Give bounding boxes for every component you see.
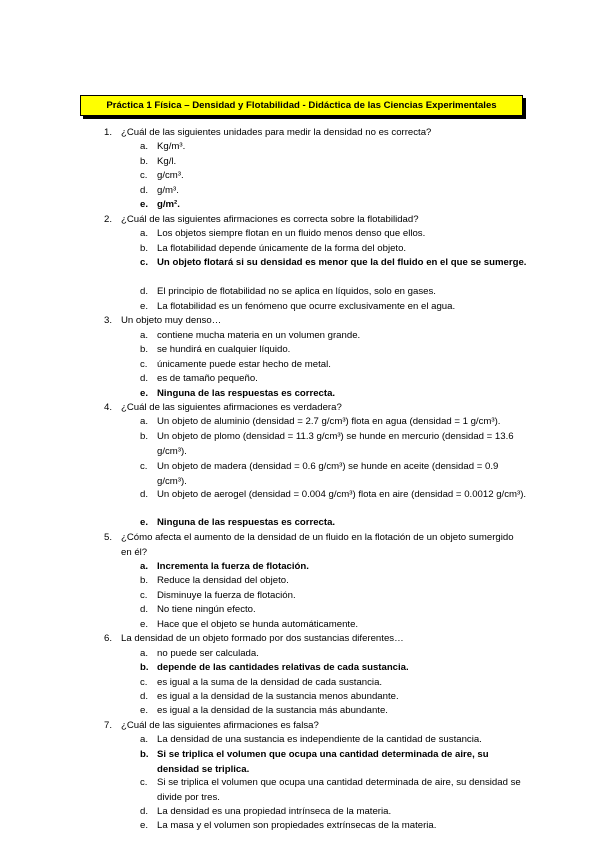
option-text: Los objetos siempre flotan en un fluido menos denso que ellos. — [157, 228, 426, 239]
option-letter: e. — [140, 301, 149, 312]
option-text: es igual a la densidad de la sustancia más abundante. — [157, 705, 388, 716]
option-letter: c. — [140, 677, 148, 688]
question-number: 1. — [104, 127, 113, 138]
option-letter: b. — [140, 243, 149, 254]
option-text: Un objeto de plomo (densidad = 11.3 g/cm³) se hunde en mercurio (densidad = 13.6 g/cm³). — [157, 431, 514, 457]
option-letter: c. — [140, 777, 148, 788]
option-text: La densidad de una sustancia es independiente de la cantidad de sustancia. — [157, 734, 482, 745]
question-text: ¿Cómo afecta el aumento de la densidad de un fluido en la flotación de un objeto sumergido en él? — [121, 532, 514, 558]
option-text: Ninguna de las respuestas es correcta. — [157, 388, 336, 399]
option-text: El principio de flotabilidad no se aplica en líquidos, solo en gases. — [157, 286, 436, 297]
document-title: Práctica 1 Física – Densidad y Flotabilidad - Didáctica de las Ciencias Experimentales — [80, 95, 523, 116]
option-text: La flotabilidad depende únicamente de la forma del objeto. — [157, 243, 407, 254]
option-letter: d. — [140, 691, 149, 702]
option-letter: d. — [140, 489, 149, 500]
option-letter: b. — [140, 662, 149, 673]
option-letter: e. — [140, 820, 149, 831]
option-text: Un objeto flotará si su densidad es menor que la del fluido en el que se sumerge. — [157, 257, 527, 268]
option-text: g/cm³. — [157, 170, 184, 181]
option-letter: a. — [140, 648, 149, 659]
option-letter: e. — [140, 388, 149, 399]
question-number: 2. — [104, 214, 113, 225]
option-letter: e. — [140, 517, 149, 528]
option-letter: a. — [140, 734, 149, 745]
option-letter: a. — [140, 330, 149, 341]
option-letter: d. — [140, 185, 149, 196]
option-letter: c. — [140, 170, 148, 181]
option-text: Un objeto de madera (densidad = 0.6 g/cm³) se hunde en aceite (densidad = 0.9 g/cm³). — [157, 461, 499, 487]
option-text: es de tamaño pequeño. — [157, 373, 258, 384]
option-letter: a. — [140, 416, 149, 427]
option-letter: d. — [140, 806, 149, 817]
option-text: Kg/m³. — [157, 141, 186, 152]
option-text: Si se triplica el volumen que ocupa una cantidad determinada de aire, su densidad se divide por tres. — [157, 777, 521, 803]
option-letter: e. — [140, 705, 149, 716]
question-text: Un objeto muy denso… — [121, 315, 222, 326]
option-letter: a. — [140, 228, 149, 239]
option-text: Kg/l. — [157, 156, 177, 167]
option-letter: e. — [140, 619, 149, 630]
question-text: ¿Cuál de las siguientes afirmaciones es falsa? — [121, 720, 319, 731]
question-text: ¿Cuál de las siguientes afirmaciones es verdadera? — [121, 402, 342, 413]
option-letter: b. — [140, 749, 149, 760]
option-text: La masa y el volumen son propiedades extrínsecas de la materia. — [157, 820, 437, 831]
question-number: 5. — [104, 532, 113, 543]
option-text: únicamente puede estar hecho de metal. — [157, 359, 331, 370]
option-letter: a. — [140, 561, 149, 572]
option-text: Hace que el objeto se hunda automáticamente. — [157, 619, 359, 630]
option-text: La flotabilidad es un fenómeno que ocurre exclusivamente en el agua. — [157, 301, 456, 312]
option-text: es igual a la suma de la densidad de cada sustancia. — [157, 677, 383, 688]
option-text: Incrementa la fuerza de flotación. — [157, 561, 309, 572]
option-text: no puede ser calculada. — [157, 648, 259, 659]
question-text: ¿Cuál de las siguientes unidades para medir la densidad no es correcta? — [121, 127, 432, 138]
option-letter: d. — [140, 286, 149, 297]
question-number: 7. — [104, 720, 113, 731]
option-text: Si se triplica el volumen que ocupa una cantidad determinada de aire, su densidad se triplica. — [157, 749, 489, 775]
question-number: 6. — [104, 633, 113, 644]
option-letter: b. — [140, 156, 149, 167]
option-letter: d. — [140, 604, 149, 615]
option-text: es igual a la densidad de la sustancia menos abundante. — [157, 691, 399, 702]
option-text: depende de las cantidades relativas de cada sustancia. — [157, 662, 409, 673]
option-letter: c. — [140, 590, 148, 601]
option-text: Un objeto de aerogel (densidad = 0.004 g/cm³) flota en aire (densidad = 0.0012 g/cm³). — [157, 489, 527, 500]
option-text: Disminuye la fuerza de flotación. — [157, 590, 296, 601]
option-letter: b. — [140, 344, 149, 355]
question-number: 3. — [104, 315, 113, 326]
option-letter: b. — [140, 575, 149, 586]
option-letter: c. — [140, 461, 148, 472]
option-text: Reduce la densidad del objeto. — [157, 575, 289, 586]
option-text: Un objeto de aluminio (densidad = 2.7 g/cm³) flota en agua (densidad = 1 g/cm³). — [157, 416, 501, 427]
option-letter: c. — [140, 257, 149, 268]
option-text: No tiene ningún efecto. — [157, 604, 256, 615]
option-letter: b. — [140, 431, 149, 442]
option-letter: c. — [140, 359, 148, 370]
option-text: contiene mucha materia en un volumen grande. — [157, 330, 361, 341]
question-number: 4. — [104, 402, 113, 413]
option-letter: a. — [140, 141, 149, 152]
option-letter: d. — [140, 373, 149, 384]
question-text: La densidad de un objeto formado por dos sustancias diferentes… — [121, 633, 404, 644]
option-text: g/m². — [157, 199, 180, 210]
question-text: ¿Cuál de las siguientes afirmaciones es correcta sobre la flotabilidad? — [121, 214, 419, 225]
option-letter: e. — [140, 199, 149, 210]
option-text: La densidad es una propiedad intrínseca de la materia. — [157, 806, 392, 817]
option-text: g/m³. — [157, 185, 179, 196]
option-text: Ninguna de las respuestas es correcta. — [157, 517, 336, 528]
option-text: se hundirá en cualquier líquido. — [157, 344, 291, 355]
